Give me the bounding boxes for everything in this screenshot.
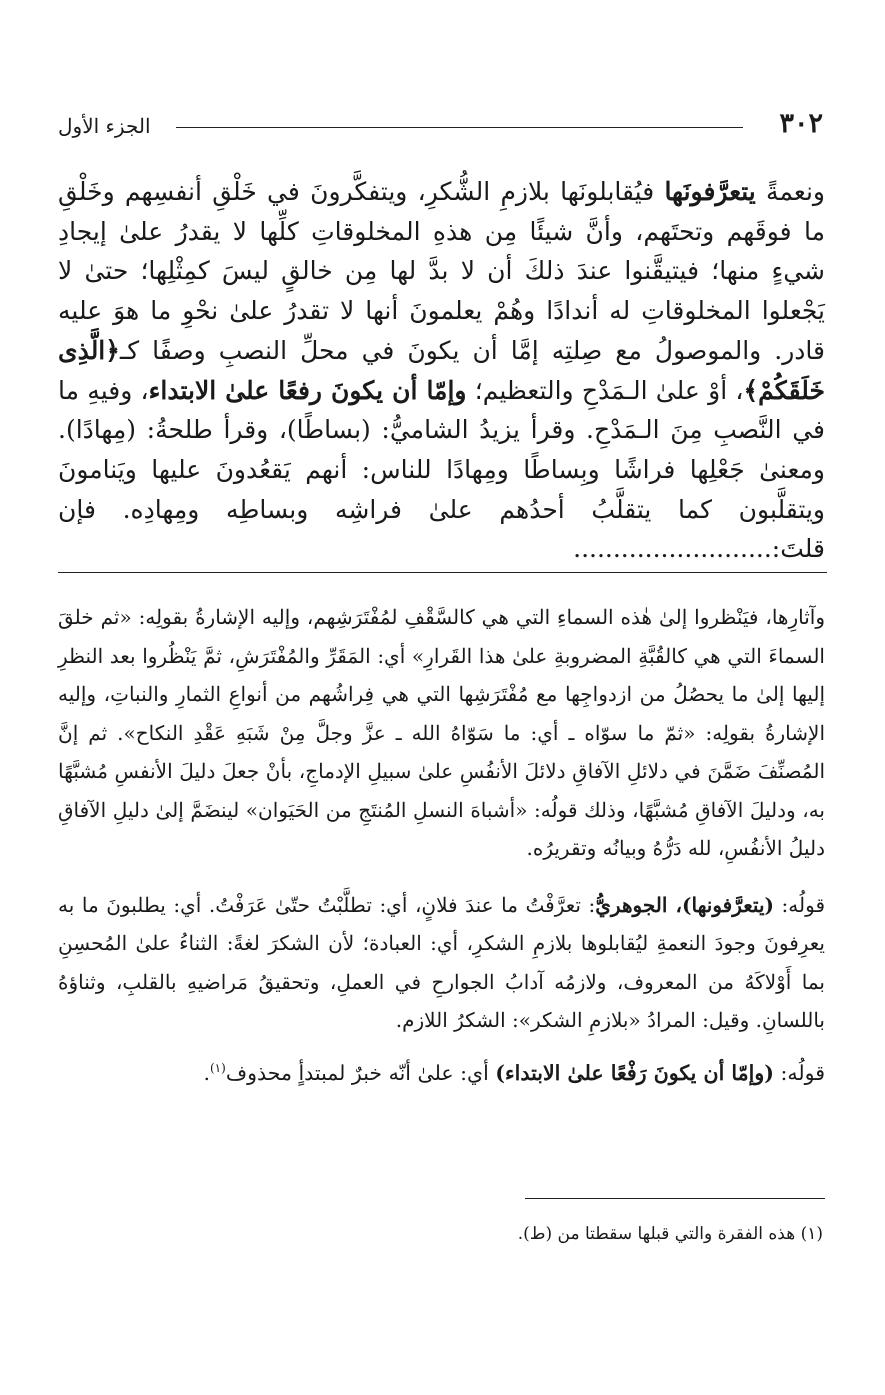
footnotes-block — [58, 1218, 823, 1250]
text-run: وآثارِها، فيَنْظروا إلىٰ هٰذه السماءِ التي هي كالسَّقْفِ لمُفْتَرَشِهم، وإليه الإشارةُ بقولِه: «ثم خلقَ السماءَ التي هي كالقُبَّةِ المضروبةِ علىٰ هذا القَرارِ» أي: المَقَرِّ والمُفْتَرَشِ، ثمَّ يَنْظُروا بعد النظرِ إليها إلىٰ ما يحصُلُ من ازدواجِها مع مُفْتَرَشِها التي هي فِراشُهم من أنواعِ الثمارِ والنباتِ، وإليه الإشارةُ بقولِه: «ثمّ ما سوّاه ـ أي: ما سَوّاهُ الله ـ عزَّ وجلَّ مِنْ شَبَهِ عَقْدِ النكاح». ثم إنَّ المُصنِّفَ ضَمَّنَ في دلائلِ الآفاقِ دلائلَ الأنفُسِ علىٰ سبيلِ الإدماجِ، بأنْ جعلَ دليلَ الأنفسِ مُشبَّهًا به، ودليلَ الآفاقِ مُشبَّهًا، وذلك قولُه: «أشباهَ النسلِ المُنتَجِ من الحَيَوان» لينضَمَّ إلىٰ دليلِ الآفاقِ دليلُ الأنفُسِ، لله دَرُّهُ وبيانُه وتقريرُه. — [58, 605, 825, 860]
emphasized-text: وإمّا أن يكونَ رفعًا علىٰ الابتداء — [148, 375, 467, 405]
page-number: ٣٠٢ — [779, 108, 823, 139]
header-rule — [176, 127, 743, 128]
commentary-block — [58, 598, 825, 1092]
text-run: : تعرَّفْتُ ما عندَ فلانٍ، أي: تطلَّبْتُ حتّىٰ عَرَفْتُ. أي: يطلبونَ ما به يعرِفونَ وجودَ النعمةِ ليُقابلوها بلازمِ الشكرِ، أي: العبادة؛ لأن الشكرَ لغةً: الثناءُ علىٰ المُحسِنِ بما أَوْلاكَهُ من المعروف، ولازمُه آدابُ الجوارحِ في العملِ، وتحقيقُ مَراضيهِ بالقلبِ، وثناؤهُ باللسانِ. وقيل: المرادُ «بلازمِ الشكر»: الشكرُ اللازم. — [58, 892, 825, 1032]
emphasized-text: يتعرَّفونَها — [664, 177, 756, 206]
main-text-block — [58, 172, 825, 569]
emphasized-text: (يتعرَّفونها)، الجوهريُّ — [595, 892, 774, 917]
page-header — [58, 104, 823, 144]
running-title: الجزء الأول — [58, 114, 151, 138]
footnote-marker: (١) — [209, 1060, 226, 1075]
text-run: ونعمةً — [755, 177, 825, 206]
commentary-paragraph — [58, 886, 825, 1040]
footnote: (١) هذه الفقرة والتي قبلها سقطتا من (ط). — [517, 1224, 823, 1244]
text-run: قولُه: — [774, 892, 826, 917]
text-run: . — [203, 1060, 210, 1085]
emphasized-text: (وإمّا أن يكونَ رَفْعًا علىٰ الابتداء) — [495, 1060, 774, 1085]
emphasized-text: ﴿الَّذِى خَلَقَكُمْ﴾ — [58, 335, 825, 405]
footnote-divider — [525, 1198, 825, 1199]
text-run: فيُقابلونَها بلازمِ الشُّكرِ، ويتفكَّرونَ في خَلْقِ أنفسِهم وخَلْقِ ما فوقَهم وتحتَهم، وأنَّ شيئًا مِن هذهِ المخلوقاتِ كلِّها لا يقدرُ علىٰ إيجادِ شيءٍ منها؛ فيتيقَّنوا عندَ ذلكَ أن لا بدَّ لها مِن خالقٍ ليسَ كمِثْلِها؛ حتىٰ لا يَجْعلوا المخلوقاتِ له أندادًا وهُمْ يعلمونَ أنها لا تقدرُ علىٰ نحْوِ ما هوَ عليه قادر. والموصولُ مع صِلتِه إمَّا أن يكونَ في محلِّ النصبِ وصفًا كـ — [58, 177, 825, 365]
text-run: أي: علىٰ أنّه خبرٌ لمبتدأٍ محذوف — [225, 1060, 496, 1085]
text-run: ، أوْ علىٰ الـمَدْحِ والتعظيم؛ — [466, 375, 744, 405]
commentary-paragraph — [58, 598, 825, 868]
main-commentary-divider — [58, 572, 827, 573]
text-run: قولُه: — [773, 1060, 825, 1085]
text-run: ، وفيهِ ما في النَّصبِ مِنَ الـمَدْحِ. وقرأ يزيدُ الشاميُّ: (بساطًا)، وقرأ طلحةُ: (مِهادًا). ومعنىٰ جَعْلِها فراشًا وبِساطًا ومِهادًا للناس: أنهم يَقعُدونَ عليها ويَنامونَ ويتقلَّبون كما يتقلَّبُ أحدُهم علىٰ فراشِه وبساطِه ومِهادِه. فإن قلتَ:......................... — [58, 375, 825, 564]
commentary-paragraph — [58, 1054, 825, 1093]
